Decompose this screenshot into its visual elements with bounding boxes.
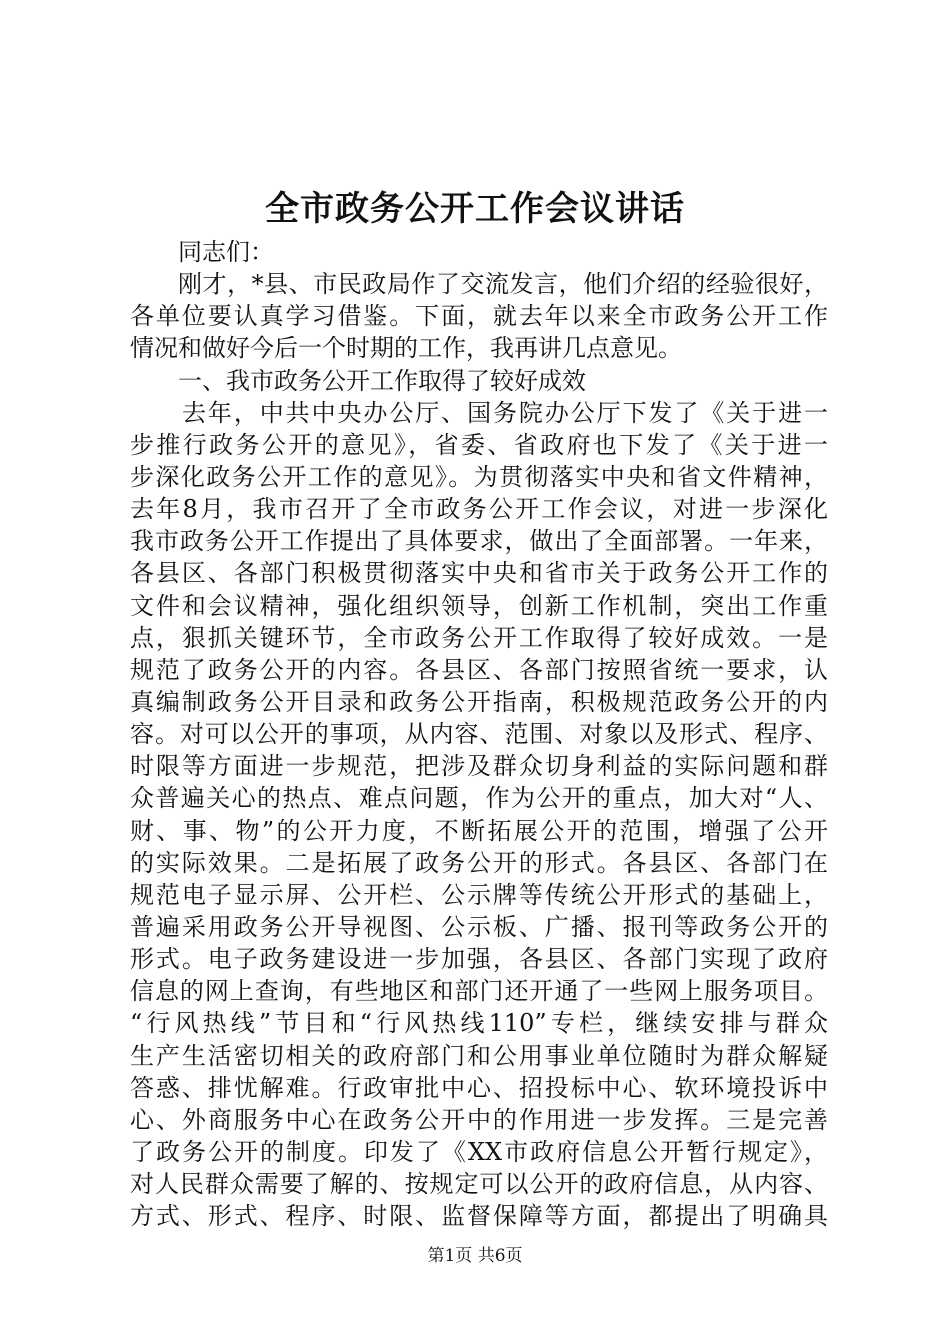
text-line: 财、事、物”的公开力度，不断拓展公开的范围，增强了公开 [130, 816, 828, 845]
text-line: 形式。电子政务建设进一步加强，各县区、各部门实现了政府 [130, 945, 828, 974]
salutation-line: 同志们： [178, 238, 274, 266]
text-line: 众普遍关心的热点、难点问题，作为公开的重点，加大对“人、 [130, 784, 828, 813]
text-line: 时限等方面进一步规范，把涉及群众切身利益的实际问题和群 [130, 752, 828, 781]
text-line: 各单位要认真学习借鉴。下面，就去年以来全市政务公开工作 [130, 302, 828, 331]
text-line: 容。对可以公开的事项，从内容、范围、对象以及形式、程序、 [130, 720, 828, 749]
text-line: 步深化政务公开工作的意见》。为贯彻落实中央和省文件精神， [130, 462, 828, 491]
text-line: 各县区、各部门积极贯彻落实中央和省市关于政务公开工作的 [130, 559, 828, 588]
text-line: 心、外商服务中心在政务公开中的作用进一步发挥。三是完善 [130, 1105, 828, 1134]
text-line: 对人民群众需要了解的、按规定可以公开的政府信息，从内容、 [130, 1170, 828, 1199]
text-line: 去年8月，我市召开了全市政务公开工作会议，对进一步深化 [130, 495, 828, 524]
text-line: 信息的网上查询，有些地区和部门还开通了一些网上服务项目。 [130, 977, 828, 1006]
text-line: 普遍采用政务公开导视图、公示板、广播、报刊等政务公开的 [130, 912, 828, 941]
text-line: 我市政务公开工作提出了具体要求，做出了全面部署。一年来， [130, 527, 828, 556]
page-number-footer: 第1页 共6页 [427, 1246, 523, 1266]
text-line: 去年，中共中央办公厅、国务院办公厅下发了《关于进一 [182, 398, 828, 427]
text-line: 情况和做好今后一个时期的工作，我再讲几点意见。 [130, 334, 682, 363]
text-line: 生产生活密切相关的政府部门和公用事业单位随时为群众解疑 [130, 1041, 828, 1070]
text-line: 真编制政务公开目录和政务公开指南，积极规范政务公开的内 [130, 687, 828, 716]
text-line: 文件和会议精神，强化组织领导，创新工作机制，突出工作重 [130, 591, 828, 620]
text-line: 了政务公开的制度。印发了《XX市政府信息公开暂行规定》， [130, 1137, 828, 1166]
document-body [130, 236, 828, 1232]
section-heading: 一、我市政务公开工作取得了较好成效 [178, 366, 586, 395]
text-line: 步推行政务公开的意见》，省委、省政府也下发了《关于进一 [130, 430, 828, 459]
text-line: “行风热线”节目和“行风热线110”专栏，继续安排与群众 [130, 1009, 828, 1038]
text-line: 答惑、排忧解难。行政审批中心、招投标中心、软环境投诉中 [130, 1073, 828, 1102]
document-title: 全市政务公开工作会议讲话 [265, 189, 685, 229]
text-line: 点，狠抓关键环节，全市政务公开工作取得了较好成效。一是 [130, 623, 828, 652]
text-line: 规范电子显示屏、公开栏、公示牌等传统公开形式的基础上， [130, 880, 828, 909]
text-line: 的实际效果。二是拓展了政务公开的形式。各县区、各部门在 [130, 848, 828, 877]
text-line: 刚才，*县、市民政局作了交流发言，他们介绍的经验很好， [178, 270, 828, 299]
text-line: 规范了政务公开的内容。各县区、各部门按照省统一要求，认 [130, 655, 828, 684]
text-line: 方式、形式、程序、时限、监督保障等方面，都提出了明确具 [130, 1202, 828, 1231]
